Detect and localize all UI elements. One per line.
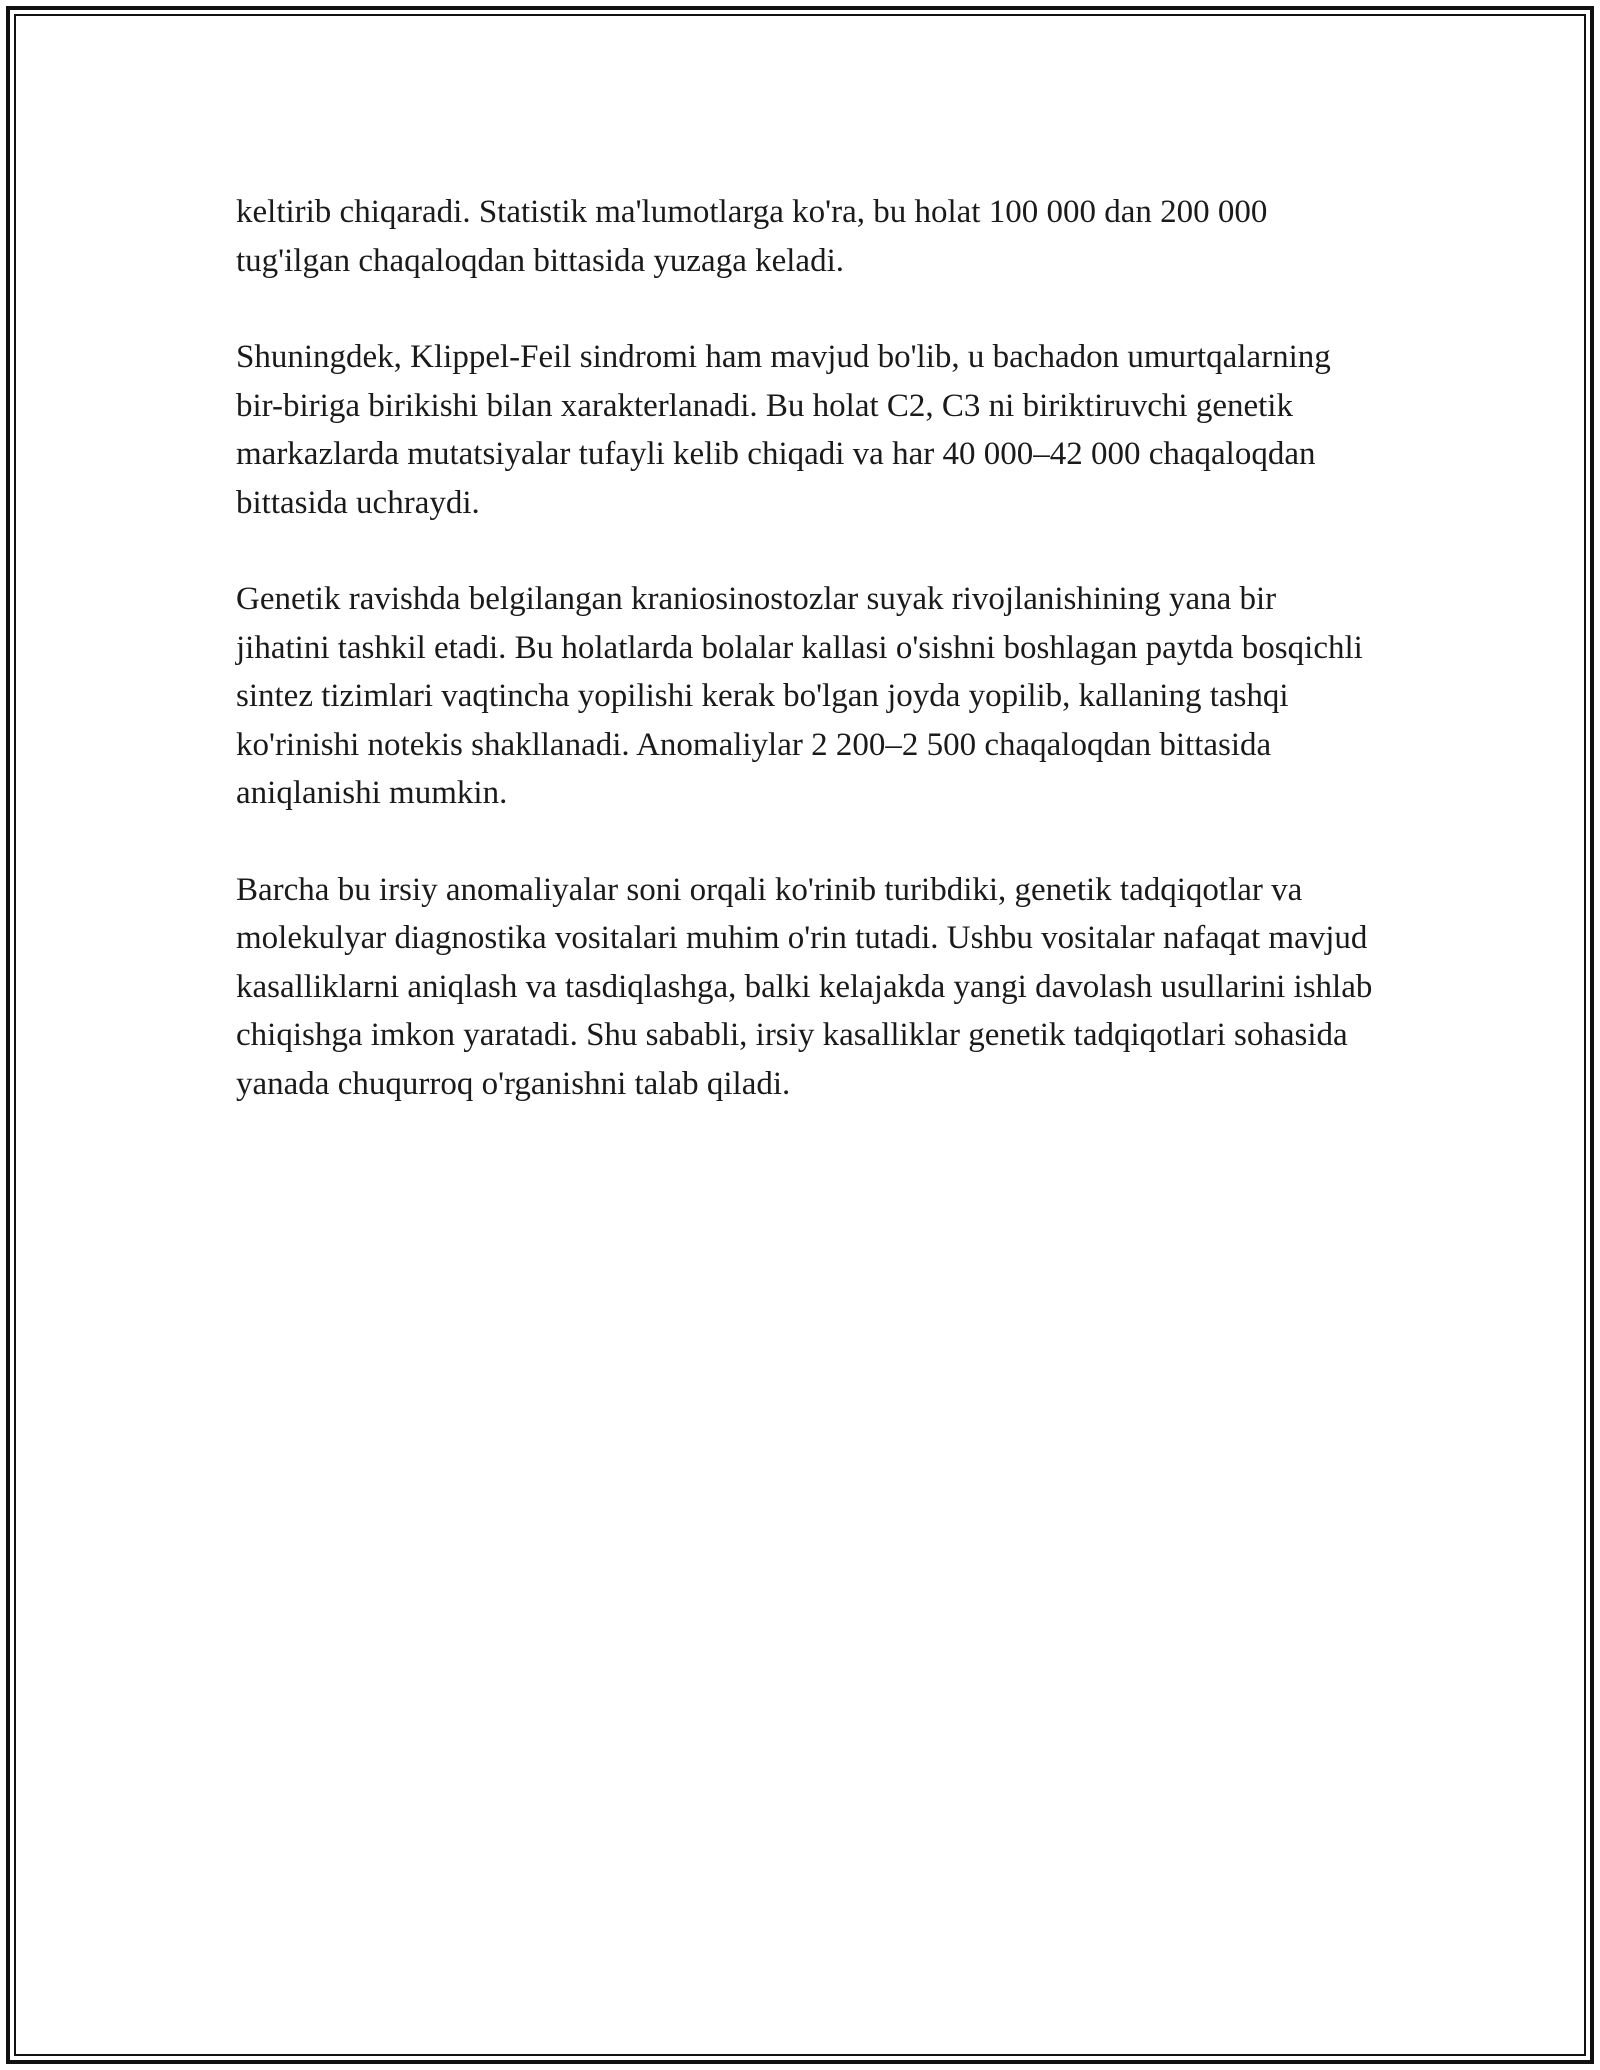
document-body xyxy=(236,188,1376,1156)
paragraph-2: Shuningdek, Klippel-Feil sindromi ham mavjud bo'lib, u bachadon umurtqalarning bir-biriga birikishi bilan xarakterlanadi. Bu holat C2, C3 ni biriktiruvchi genetik markazlarda mutatsiyalar tufayli kelib chiqadi va har 40 000–42 000 chaqaloqdan bittasida uchraydi. xyxy=(236,339,1331,521)
paragraph-4: Barcha bu irsiy anomaliyalar soni orqali ko'rinib turibdiki, genetik tadqiqotlar va molekulyar diagnostika vositalari muhim o'rin tutadi. Ushbu vositalar nafaqat mavjud kasalliklarni aniqlash va tasdiqlashga, balki kelajakda yangi davolash usullarini ishlab chiqishga imkon yaratadi. Shu sababli, irsiy kasalliklar genetik tadqiqotlari sohasida yanada chuqurroq o'rganishni talab qiladi. xyxy=(236,871,1373,1102)
paragraph-1: keltirib chiqaradi. Statistik ma'lumotlarga ko'ra, bu holat 100 000 dan 200 000 tug'ilgan chaqaloqdan bittasida yuzaga keladi. xyxy=(236,194,1268,279)
paragraph-3: Genetik ravishda belgilangan kraniosinostozlar suyak rivojlanishining yana bir jihatini tashkil etadi. Bu holatlarda bolalar kallasi o'sishni boshlagan paytda bosqichli sintez tizimlari vaqtincha yopilishi kerak bo'lgan joyda yopilib, kallaning tashqi ko'rinishi notekis shakllanadi. Anomaliylar 2 200–2 500 chaqaloqdan bittasida aniqlanishi mumkin. xyxy=(236,581,1363,811)
